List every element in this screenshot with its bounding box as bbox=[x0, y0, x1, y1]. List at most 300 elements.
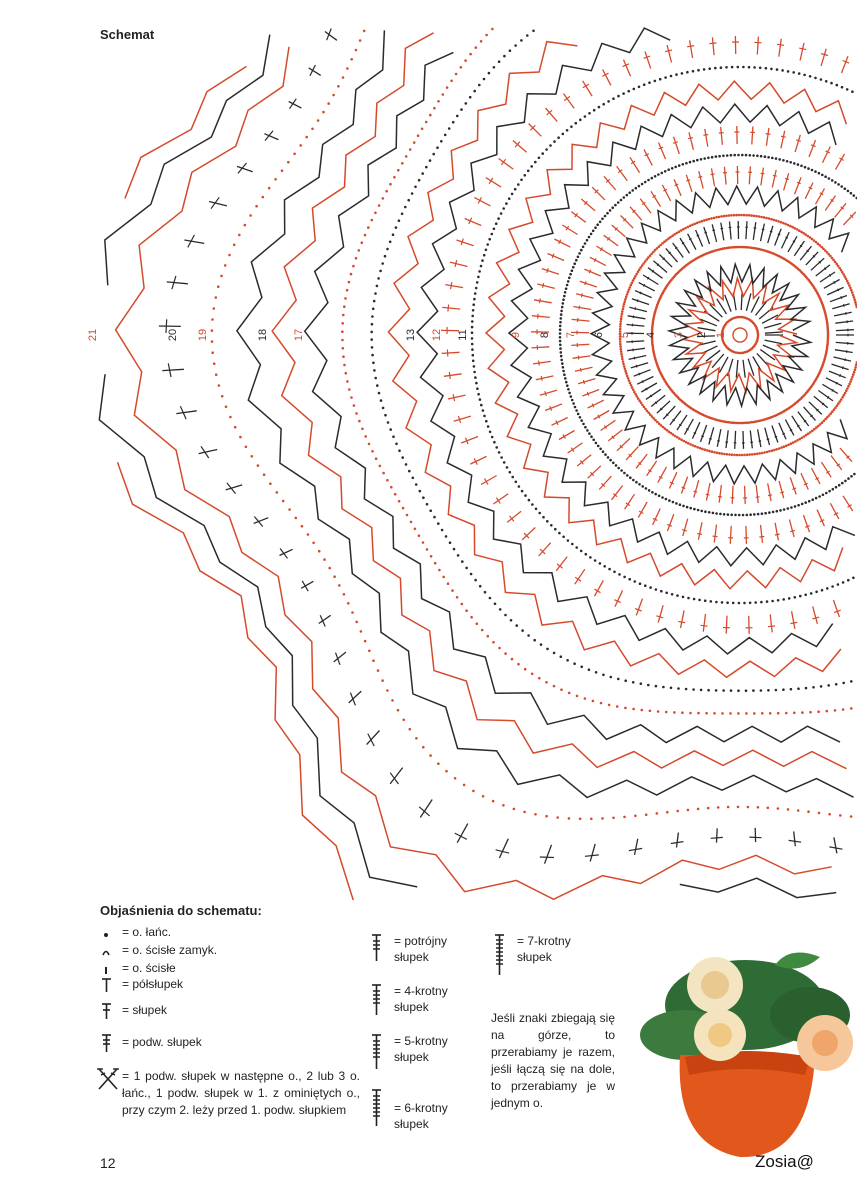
chain-dot bbox=[844, 187, 847, 190]
chain-dot bbox=[499, 608, 502, 611]
chain-dot bbox=[689, 161, 692, 164]
stitch-post bbox=[757, 37, 758, 55]
stitch-bar bbox=[368, 734, 374, 747]
chain-dot bbox=[766, 451, 769, 454]
chain-dot bbox=[540, 643, 543, 646]
chain-dot bbox=[387, 421, 390, 424]
chain-dot bbox=[397, 169, 400, 172]
stitch-post bbox=[499, 839, 508, 858]
stitch-bar bbox=[448, 305, 449, 312]
chain-dot bbox=[469, 53, 472, 56]
chain-dot bbox=[842, 581, 845, 584]
chain-dot bbox=[372, 308, 375, 311]
chain-dot bbox=[850, 192, 853, 195]
zigzag-round bbox=[237, 30, 854, 797]
chain-dot bbox=[456, 115, 459, 118]
chain-dot bbox=[841, 396, 844, 399]
stitch-bar bbox=[688, 138, 693, 139]
chain-dot bbox=[846, 387, 849, 390]
chain-dot bbox=[307, 533, 310, 536]
stitch-post bbox=[493, 494, 508, 504]
chain-dot bbox=[564, 291, 567, 294]
chain-dot bbox=[715, 512, 718, 515]
chain-dot bbox=[461, 603, 464, 606]
chain-dot bbox=[626, 293, 629, 296]
chain-dot bbox=[379, 270, 382, 273]
chain-dot bbox=[767, 689, 770, 692]
stitch-bar bbox=[583, 84, 589, 88]
stitch-post bbox=[750, 430, 752, 448]
chain-dot bbox=[796, 439, 799, 442]
chain-dot bbox=[629, 286, 632, 289]
chain-dot bbox=[495, 222, 498, 225]
chain-dot bbox=[584, 697, 587, 700]
chain-dot bbox=[626, 375, 629, 378]
chain-dot bbox=[745, 154, 748, 157]
stitch-post bbox=[568, 443, 583, 453]
chain-dot bbox=[238, 234, 241, 237]
chain-dot bbox=[710, 600, 713, 603]
stitch-bar bbox=[564, 96, 570, 100]
chain-dot bbox=[666, 811, 669, 814]
stitch-bar bbox=[673, 142, 678, 144]
chain-dot bbox=[746, 514, 749, 517]
chain-dot bbox=[385, 190, 388, 193]
chain-dot bbox=[703, 157, 706, 160]
stitch-post bbox=[789, 520, 794, 537]
stitch-post bbox=[445, 285, 463, 288]
stitch-bar bbox=[759, 537, 764, 538]
chain-dot bbox=[464, 59, 467, 62]
chain-dot bbox=[517, 663, 520, 666]
chain-dot bbox=[497, 217, 500, 220]
stitch-post bbox=[442, 307, 460, 309]
chain-dot bbox=[384, 414, 387, 417]
chain-dot bbox=[726, 453, 729, 456]
stitch-post bbox=[730, 526, 731, 544]
chain-dot bbox=[845, 278, 848, 281]
chain-dot bbox=[574, 406, 577, 409]
chain-dot bbox=[437, 762, 440, 765]
chain-dot bbox=[738, 514, 741, 517]
stitch-bar bbox=[634, 357, 635, 360]
chain-dot bbox=[632, 681, 635, 684]
stitch-bar bbox=[545, 391, 546, 396]
chain-dot bbox=[567, 539, 570, 542]
chain-dot bbox=[778, 158, 781, 161]
stitch-post bbox=[624, 60, 631, 77]
chain-dot bbox=[559, 336, 562, 339]
chain-dot bbox=[568, 277, 571, 280]
chain-dot bbox=[453, 548, 456, 551]
round-number-label: 8 bbox=[539, 331, 551, 339]
chain-dot bbox=[384, 255, 387, 258]
chain-dot bbox=[619, 340, 622, 343]
chain-dot bbox=[763, 216, 766, 219]
stitch-post bbox=[626, 447, 638, 460]
chain-dot bbox=[847, 579, 850, 582]
chain-dot bbox=[623, 365, 626, 368]
chain-dot bbox=[514, 44, 517, 47]
chain-dot bbox=[728, 214, 731, 217]
chain-dot bbox=[567, 388, 570, 391]
chain-dot bbox=[471, 326, 474, 329]
chain-dot bbox=[361, 428, 364, 431]
stitch-post bbox=[226, 485, 243, 490]
stitch-post bbox=[753, 222, 756, 240]
chain-dot bbox=[510, 619, 513, 622]
stitch-post bbox=[717, 828, 718, 842]
chain-dot bbox=[789, 161, 792, 164]
chain-dot bbox=[794, 227, 797, 230]
chain-dot bbox=[828, 490, 831, 493]
six-stitch-icon bbox=[370, 1088, 388, 1128]
chain-dot bbox=[673, 711, 676, 714]
chain-dot bbox=[215, 373, 218, 376]
chain-dot bbox=[632, 708, 635, 711]
chain-dot bbox=[505, 202, 508, 205]
stitch-post bbox=[779, 481, 784, 498]
chain-dot bbox=[777, 712, 780, 715]
chain-dot bbox=[559, 347, 562, 350]
stitch-bar bbox=[694, 491, 698, 492]
chain-dot bbox=[520, 179, 523, 182]
chain-dot bbox=[853, 296, 856, 299]
stitch-post bbox=[442, 352, 460, 353]
chain-dot bbox=[749, 602, 752, 605]
chain-dot bbox=[799, 595, 802, 598]
chain-dot bbox=[338, 584, 341, 587]
chain-dot bbox=[476, 387, 479, 390]
chain-dot bbox=[676, 232, 679, 235]
chain-dot bbox=[415, 737, 418, 740]
chain-dot bbox=[556, 816, 559, 819]
chain-dot bbox=[850, 475, 853, 478]
chain-dot bbox=[821, 174, 824, 177]
chain-dot bbox=[343, 593, 346, 596]
chain-dot bbox=[429, 114, 432, 117]
chain-dot bbox=[782, 598, 785, 601]
chain-dot bbox=[780, 446, 783, 449]
chain-dot bbox=[734, 514, 737, 517]
chain-dot bbox=[741, 154, 744, 157]
chain-dot bbox=[361, 241, 364, 244]
seven-stitch-icon bbox=[493, 933, 511, 977]
chain-dot bbox=[484, 591, 487, 594]
chain-dot bbox=[718, 452, 721, 455]
chain-dot bbox=[847, 477, 850, 480]
chain-dot bbox=[483, 254, 486, 257]
chain-dot bbox=[600, 702, 603, 705]
chain-dot bbox=[287, 161, 290, 164]
chain-dot bbox=[689, 712, 692, 715]
chain-dot bbox=[628, 191, 631, 194]
chain-dot bbox=[648, 81, 651, 84]
stitch-post bbox=[634, 370, 651, 377]
chain-dot bbox=[493, 66, 496, 69]
chain-dot bbox=[691, 224, 694, 227]
stitch-post bbox=[635, 291, 652, 298]
stitch-bar bbox=[419, 807, 429, 816]
chain-dot bbox=[413, 141, 416, 144]
stitch-post bbox=[199, 450, 218, 454]
chain-dot bbox=[620, 318, 623, 321]
chain-dot bbox=[469, 96, 472, 99]
chain-dot bbox=[784, 223, 787, 226]
chain-dot bbox=[687, 226, 690, 229]
chain-dot bbox=[668, 499, 671, 502]
page-number: 12 bbox=[100, 1155, 116, 1171]
round-number-label: 13 bbox=[405, 328, 417, 342]
stitch-post bbox=[735, 431, 736, 449]
chain-dot bbox=[619, 323, 622, 326]
stitch-post bbox=[590, 844, 595, 862]
stitch-bar bbox=[587, 392, 588, 396]
chain-dot bbox=[676, 810, 679, 813]
stitch-bar bbox=[280, 549, 287, 559]
chain-dot bbox=[785, 445, 788, 448]
chain-dot bbox=[620, 469, 623, 472]
chain-dot bbox=[772, 511, 775, 514]
chain-dot bbox=[352, 265, 355, 268]
chain-dot bbox=[618, 573, 621, 576]
stitch-bar bbox=[713, 536, 718, 537]
chain-dot bbox=[509, 49, 512, 52]
chain-dot bbox=[698, 221, 701, 224]
chain-dot bbox=[804, 166, 807, 169]
chain-dot bbox=[682, 163, 685, 166]
chain-dot bbox=[421, 128, 424, 131]
chain-dot bbox=[493, 228, 496, 231]
chain-dot bbox=[234, 426, 237, 429]
chain-dot bbox=[659, 78, 662, 81]
chain-dot bbox=[603, 565, 606, 568]
chain-dot bbox=[830, 82, 833, 85]
chain-dot bbox=[852, 577, 855, 580]
chain-dot bbox=[628, 379, 631, 382]
stitch-post bbox=[662, 185, 670, 201]
chain-dot bbox=[322, 111, 325, 114]
stitch-bar bbox=[846, 312, 847, 315]
chain-dot bbox=[429, 754, 432, 757]
stitch-post bbox=[770, 614, 772, 632]
chain-dot bbox=[426, 548, 429, 551]
stitch-post bbox=[470, 456, 486, 464]
stitch-bar bbox=[749, 837, 761, 838]
chain-dot bbox=[550, 524, 553, 527]
chain-dot bbox=[620, 315, 623, 318]
chain-dot bbox=[538, 157, 541, 160]
chain-dot bbox=[268, 187, 271, 190]
chain-dot bbox=[826, 587, 829, 590]
chain-dot bbox=[602, 674, 605, 677]
chain-dot bbox=[654, 80, 657, 83]
chain-dot bbox=[783, 508, 786, 511]
chain-dot bbox=[645, 813, 648, 816]
crossed-treble-icon bbox=[96, 1066, 122, 1092]
chain-dot bbox=[654, 175, 657, 178]
chain-dot bbox=[804, 594, 807, 597]
stitch-bar bbox=[540, 857, 554, 858]
chain-dot bbox=[590, 233, 593, 236]
chain-dot bbox=[671, 593, 674, 596]
chain-dot bbox=[728, 453, 731, 456]
chain-dot bbox=[617, 467, 620, 470]
chain-dot bbox=[513, 808, 516, 811]
chain-dot bbox=[477, 393, 480, 396]
chain-dot bbox=[798, 72, 801, 75]
stitch-post bbox=[629, 307, 647, 311]
chain-dot bbox=[707, 689, 710, 692]
stitch-post bbox=[658, 467, 667, 483]
chain-dot bbox=[623, 472, 626, 475]
chain-dot bbox=[831, 179, 834, 182]
chain-dot bbox=[852, 373, 855, 376]
chain-dot bbox=[221, 395, 224, 398]
stitch-bar bbox=[701, 625, 708, 626]
chain-dot bbox=[355, 412, 358, 415]
chain-dot bbox=[685, 688, 688, 691]
chain-dot bbox=[620, 320, 623, 323]
chain-dot bbox=[398, 219, 401, 222]
stitch-post bbox=[685, 419, 694, 435]
chain-dot bbox=[761, 512, 764, 515]
chain-dot bbox=[580, 419, 583, 422]
stitch-post bbox=[761, 525, 763, 543]
stitch-post bbox=[790, 477, 796, 494]
stitch-bar bbox=[686, 180, 690, 181]
chain-dot bbox=[805, 687, 808, 690]
stitch-bar bbox=[804, 483, 808, 485]
chain-dot bbox=[649, 586, 652, 589]
chain-dot bbox=[500, 456, 503, 459]
stitch-post bbox=[209, 202, 227, 206]
chain-dot bbox=[630, 384, 633, 387]
chain-dot bbox=[635, 187, 638, 190]
chain-dot bbox=[697, 808, 700, 811]
chain-dot bbox=[675, 73, 678, 76]
chain-dot bbox=[697, 69, 700, 72]
page-title: Schemat bbox=[100, 27, 155, 42]
chain-dot bbox=[483, 78, 486, 81]
stitch-bar bbox=[773, 175, 777, 176]
chain-dot bbox=[667, 168, 670, 171]
chain-dot bbox=[623, 303, 626, 306]
stitch-post bbox=[658, 605, 663, 622]
stitch-post bbox=[724, 167, 726, 185]
chain-dot bbox=[694, 223, 697, 226]
chain-dot bbox=[560, 355, 563, 358]
chain-dot bbox=[800, 165, 803, 168]
stitch-post bbox=[646, 389, 661, 399]
chain-dot bbox=[689, 225, 692, 228]
chain-dot bbox=[358, 420, 361, 423]
chain-dot bbox=[769, 712, 772, 715]
chain-dot bbox=[429, 159, 432, 162]
chain-dot bbox=[850, 289, 853, 292]
chain-dot bbox=[725, 66, 728, 69]
chain-dot bbox=[408, 470, 411, 473]
chain-dot bbox=[405, 463, 408, 466]
chain-dot bbox=[561, 306, 564, 309]
chain-dot bbox=[534, 813, 537, 816]
chain-dot bbox=[371, 219, 374, 222]
chain-dot bbox=[573, 262, 576, 265]
chain-dot bbox=[764, 512, 767, 515]
stitch-bar bbox=[583, 380, 584, 384]
stitch-post bbox=[612, 225, 626, 237]
stitch-post bbox=[795, 177, 802, 194]
stitch-post bbox=[575, 367, 593, 371]
stitch-post bbox=[749, 166, 750, 184]
merge-note: Jeśli znaki zbiegają się na górze, to przerabiamy je razem, jeśli łączą się na dole, to przerabiamy je w jednym o. bbox=[491, 1011, 615, 1110]
chain-dot bbox=[840, 185, 843, 188]
stitch-bar bbox=[768, 311, 769, 312]
chain-dot bbox=[575, 546, 578, 549]
chain-dot bbox=[380, 399, 383, 402]
chain-dot bbox=[822, 494, 825, 497]
stitch-bar bbox=[501, 159, 505, 165]
chain-dot bbox=[729, 712, 732, 715]
stitch-bar bbox=[762, 229, 765, 230]
stitch-bar bbox=[805, 526, 810, 528]
chain-dot bbox=[777, 220, 780, 223]
chain-dot bbox=[697, 712, 700, 715]
stitch-bar bbox=[678, 621, 685, 622]
chain-dot bbox=[579, 119, 582, 122]
chain-dot bbox=[343, 305, 346, 308]
chain-dot bbox=[850, 707, 853, 710]
chain-dot bbox=[771, 449, 774, 452]
stitch-bar bbox=[543, 283, 544, 288]
stitch-post bbox=[673, 243, 684, 258]
arc-icon bbox=[100, 942, 118, 960]
chain-dot bbox=[506, 466, 509, 469]
chain-dot bbox=[274, 178, 277, 181]
chain-dot bbox=[627, 90, 630, 93]
chain-dot bbox=[839, 814, 842, 817]
stitch-bar bbox=[211, 197, 219, 208]
chain-dot bbox=[511, 658, 514, 661]
chain-dot bbox=[623, 196, 626, 199]
chain-dot bbox=[404, 206, 407, 209]
chain-dot bbox=[217, 285, 220, 288]
stitch-post bbox=[628, 316, 646, 319]
stitch-post bbox=[657, 401, 670, 413]
chain-dot bbox=[837, 183, 840, 186]
chain-dot bbox=[485, 420, 488, 423]
stitch-bar bbox=[781, 136, 786, 137]
chain-dot bbox=[311, 128, 314, 131]
chain-dot bbox=[559, 325, 562, 328]
stitch-post bbox=[721, 127, 723, 145]
chain-dot bbox=[225, 405, 228, 408]
chain-dot bbox=[768, 511, 771, 514]
stitch-post bbox=[761, 168, 764, 186]
chain-dot bbox=[445, 535, 448, 538]
stitch-post bbox=[726, 616, 727, 634]
stitch-post bbox=[663, 406, 675, 419]
chain-dot bbox=[269, 482, 272, 485]
chain-dot bbox=[546, 520, 549, 523]
stitch-post bbox=[706, 483, 710, 501]
legend-item-chain: = o. łańc. bbox=[100, 924, 300, 942]
stitch-post bbox=[746, 221, 747, 239]
chain-dot bbox=[487, 635, 490, 638]
stitch-post bbox=[184, 240, 204, 243]
chain-dot bbox=[624, 707, 627, 710]
chain-dot bbox=[743, 602, 746, 605]
